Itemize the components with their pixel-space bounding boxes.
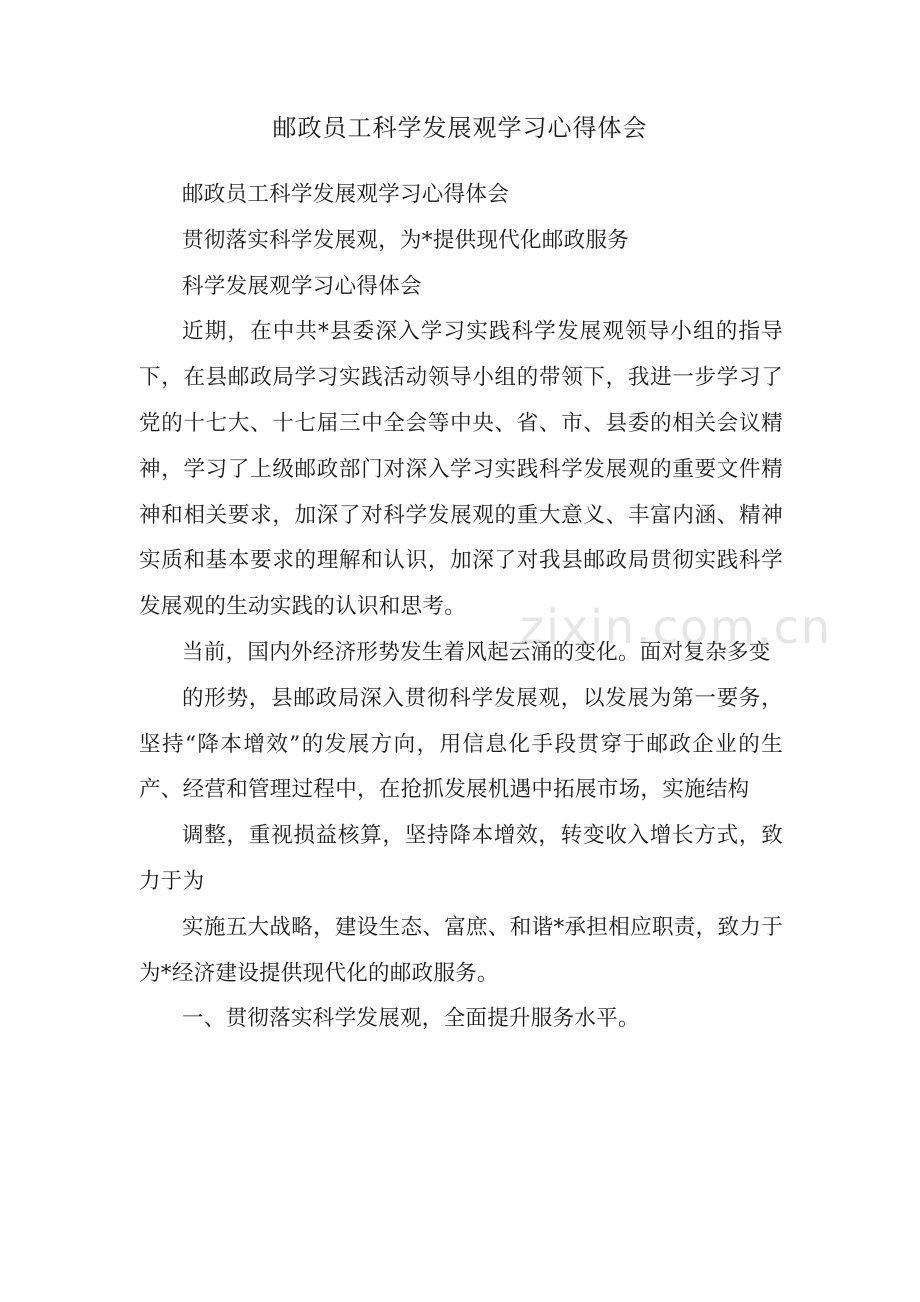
paragraph-5: 当前，国内外经济形势发生着风起云涌的变化。面对复杂多变 [182,639,771,665]
watermark: zixin.com.cn [520,600,833,654]
paragraph-7: 调整，重视损益核算，坚持降本增效，转变收入增长方式，致力于为 [139,823,783,894]
document-body [139,172,783,1042]
paragraph-6: 的形势，县邮政局深入贯彻科学发展观，以发展为第一要务，坚持“降本增效”的发展方向，用信息化手段贯穿于邮政企业的生产、经营和管理过程中，在抢抓发展机遇中拓展市场，实施结构 [139,685,783,803]
paragraph-9: 一、贯彻落实科学发展观，全面提升服务水平。 [182,1006,640,1032]
paragraph-1: 邮政员工科学发展观学习心得体会 [182,182,510,207]
paragraph-8: 实施五大战略，建设生态、富庶、和谐*承担相应职责，致力于为*经济建设提供现代化的邮政服务。 [139,914,783,986]
paragraph-4: 近期，在中共*县委深入学习实践科学发展观领导小组的指导下，在县邮政局学习实践活动领导小组的带领下，我进一步学习了党的十七大、十七届三中全会等中央、省、市、县委的相关会议精神，学习了上级邮政部门对深入学习实践科学发展观的重要文件精神和相关要求，加深了对科学发展观的重大意义、丰富内涵、精神实质和基本要求的理解和认识，加深了对我县邮政局贯彻实践科学发展观的生动实践的认识和思考。 [139,319,783,620]
paragraph-2: 贯彻落实科学发展观，为*提供现代化邮政服务 [182,227,630,253]
document-title: 邮政员工科学发展观学习心得体会 [272,114,648,142]
paragraph-3: 科学发展观学习心得体会 [182,273,422,299]
